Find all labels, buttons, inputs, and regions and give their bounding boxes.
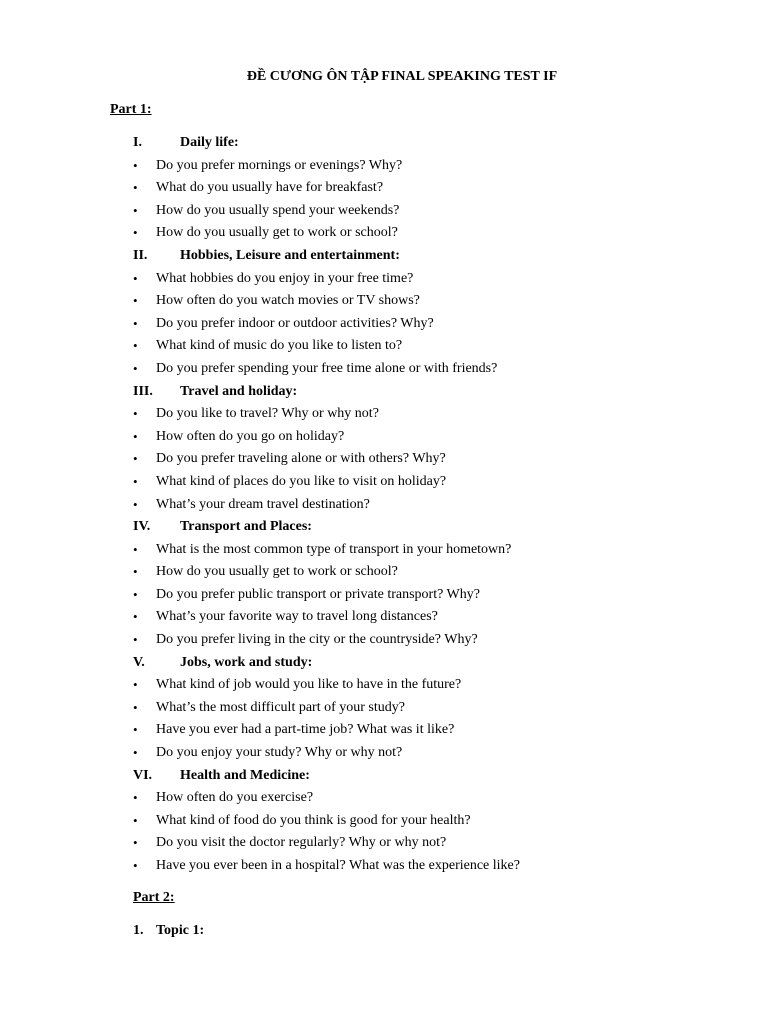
list-item (133, 268, 733, 291)
bullet-icon: • (133, 835, 138, 851)
question-text: Do you enjoy your study? Why or why not? (156, 745, 403, 761)
bullet-icon: • (133, 541, 138, 557)
section-number: III. (133, 383, 153, 399)
question-text: What’s your dream travel destination? (156, 496, 370, 512)
list-item (133, 810, 733, 833)
bullet-icon: • (133, 406, 138, 422)
list-item (133, 426, 733, 449)
question-text: How do you usually spend your weekends? (156, 202, 400, 218)
question-text: What kind of places do you like to visit on holiday? (156, 473, 447, 489)
bullet-icon: • (133, 180, 138, 196)
question-text: Do you prefer living in the city or the countryside? Why? (156, 632, 478, 648)
question-text: How do you usually get to work or school? (156, 225, 398, 241)
bullet-icon: • (133, 699, 138, 715)
bullet-icon: • (133, 225, 138, 241)
section-number: V. (133, 654, 145, 670)
part2-heading: Part 2: (133, 890, 175, 905)
list-item (133, 561, 733, 584)
bullet-icon: • (133, 722, 138, 738)
section-heading (133, 245, 733, 268)
question-text: What hobbies do you enjoy in your free time? (156, 270, 414, 286)
question-text: Do you prefer public transport or private transport? Why? (156, 586, 480, 602)
bullet-icon: • (133, 632, 138, 648)
bullet-icon: • (133, 202, 138, 218)
list-item (133, 313, 733, 336)
question-text: How often do you go on holiday? (156, 428, 345, 444)
list-item (133, 471, 733, 494)
section-number: IV. (133, 519, 151, 535)
list-item (133, 697, 733, 720)
question-text: Have you ever been in a hospital? What was the experience like? (156, 858, 520, 873)
list-item (133, 787, 733, 810)
question-text: Have you ever had a part-time job? What was it like? (156, 722, 455, 738)
bullet-icon: • (133, 858, 138, 873)
list-item (133, 742, 733, 765)
question-text: Do you like to travel? Why or why not? (156, 406, 379, 422)
list-item (133, 674, 733, 697)
question-text: Do you prefer indoor or outdoor activities? Why? (156, 315, 434, 331)
section-heading (133, 381, 733, 404)
section-title: Transport and Places: (180, 519, 312, 535)
bullet-icon: • (133, 677, 138, 693)
bullet-icon: • (133, 790, 138, 806)
question-text: How do you usually get to work or school? (156, 564, 398, 580)
question-text: What kind of food do you think is good for your health? (156, 812, 471, 828)
bullet-icon: • (133, 293, 138, 309)
bullet-icon: • (133, 451, 138, 467)
section-heading (133, 652, 733, 675)
bullet-icon: • (133, 338, 138, 354)
section-title: Jobs, work and study: (180, 654, 313, 670)
bullet-icon: • (133, 270, 138, 286)
question-text: Do you visit the doctor regularly? Why or why not? (156, 835, 447, 851)
bullet-icon: • (133, 360, 138, 376)
section-number: VI. (133, 767, 153, 783)
question-text: Do you prefer traveling alone or with others? Why? (156, 451, 446, 467)
bullet-icon: • (133, 496, 138, 512)
question-text: How often do you watch movies or TV shows? (156, 293, 420, 309)
question-text: What’s your favorite way to travel long distances? (156, 609, 438, 625)
list-item (133, 200, 733, 223)
list-item (133, 606, 733, 629)
section-title: Travel and holiday: (180, 383, 298, 399)
question-text: Do you prefer spending your free time alone or with friends? (156, 360, 498, 376)
question-text: What kind of job would you like to have in the future? (156, 677, 462, 693)
list-item (133, 290, 733, 313)
question-text: What is the most common type of transport in your hometown? (156, 541, 512, 557)
topic-label: Topic 1: (156, 923, 205, 938)
topic-heading (133, 922, 204, 940)
list-item (133, 719, 733, 742)
section-title: Health and Medicine: (180, 767, 310, 783)
list-item (133, 358, 733, 381)
question-text: What’s the most difficult part of your study? (156, 699, 405, 715)
question-text: How often do you exercise? (156, 790, 314, 806)
part1-sections (133, 132, 733, 878)
list-item (133, 403, 733, 426)
document-title: ĐỀ CƯƠNG ÔN TẬP FINAL SPEAKING TEST IF (246, 69, 558, 84)
bullet-icon: • (133, 745, 138, 761)
section-number: II. (133, 247, 148, 263)
question-text: What kind of music do you like to listen to? (156, 338, 403, 354)
bullet-icon: • (133, 586, 138, 602)
question-text: What do you usually have for breakfast? (156, 180, 384, 196)
list-item (133, 335, 733, 358)
section-heading (133, 132, 733, 155)
list-item (133, 222, 733, 245)
part1-heading: Part 1: (110, 102, 152, 117)
bullet-icon: • (133, 473, 138, 489)
list-item (133, 832, 733, 855)
bullet-icon: • (133, 157, 138, 173)
question-text: Do you prefer mornings or evenings? Why? (156, 157, 403, 173)
list-item (133, 177, 733, 200)
list-item (133, 539, 733, 562)
bullet-icon: • (133, 812, 138, 828)
section-number: I. (133, 135, 142, 150)
list-item (133, 855, 733, 878)
topic-number: 1. (133, 923, 144, 938)
section-title: Hobbies, Leisure and entertainment: (180, 247, 400, 263)
bullet-icon: • (133, 315, 138, 331)
section-heading (133, 765, 733, 788)
list-item (133, 584, 733, 607)
list-item (133, 494, 733, 517)
list-item (133, 448, 733, 471)
section-title: Daily life: (180, 135, 239, 150)
section-heading (133, 516, 733, 539)
list-item (133, 155, 733, 178)
bullet-icon: • (133, 564, 138, 580)
bullet-icon: • (133, 609, 138, 625)
bullet-icon: • (133, 428, 138, 444)
list-item (133, 629, 733, 652)
